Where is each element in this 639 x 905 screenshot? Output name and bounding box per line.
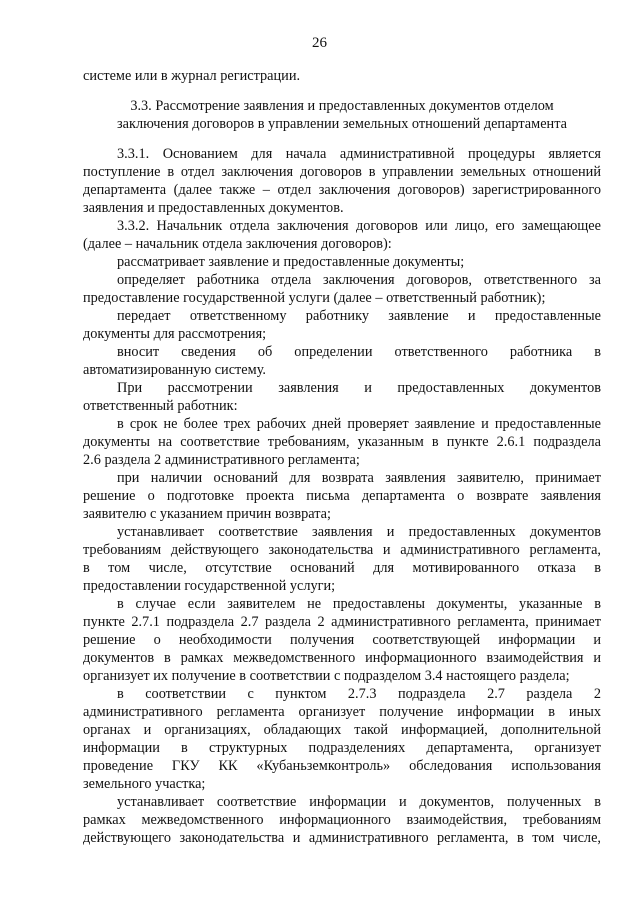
paragraph-line: действующего законодательства и административного регламента, в том числе, <box>83 830 601 846</box>
paragraph-line: органах и организациях, обладающих такой информацией, дополнительной <box>83 722 601 738</box>
paragraph-line: проведение ГКУ КК «Кубаньземконтроль» обследования использования <box>83 758 601 774</box>
paragraph-line: вносит сведения об определении ответственного работника в <box>117 344 601 360</box>
paragraph-line: пункте 2.7.1 подраздела 2.7 раздела 2 административного регламента, принимает <box>83 614 601 630</box>
paragraph <box>83 415 601 469</box>
text-line: системе или в журнал регистрации. <box>83 68 301 84</box>
paragraph-line: департамента (далее также – отдел заключения договоров) зарегистрированного <box>83 182 601 198</box>
paragraph-line: документы для рассмотрения; <box>83 326 267 342</box>
paragraph-line: При рассмотрении заявления и предоставленных документов <box>117 380 601 396</box>
paragraph-line: устанавливает соответствие информации и документов, полученных в <box>117 794 601 810</box>
paragraph-line: требованиям действующего законодательства и административного регламента, <box>83 542 601 558</box>
paragraph-line: решение о подготовке проекта письма департамента о возврате заявления <box>83 488 601 504</box>
paragraph-line: документы на соответствие требованиям, указанным в пункте 2.6.1 подраздела <box>83 434 601 450</box>
paragraphs <box>83 145 601 847</box>
paragraph-line: заявления и предоставленных документов. <box>83 200 344 216</box>
paragraph-line: 2.6 раздела 2 административного регламента; <box>83 452 360 468</box>
paragraph <box>83 217 601 253</box>
paragraph-line: в соответствии с пунктом 2.7.3 подраздела 2.7 раздела 2 <box>117 686 601 702</box>
paragraph <box>83 379 601 415</box>
paragraph-line: 3.3.1. Основанием для начала административной процедуры является <box>117 146 601 162</box>
paragraph-line: в том числе, отсутствие оснований для мотивированного отказа в <box>83 560 601 576</box>
paragraph <box>83 145 601 217</box>
document-body <box>83 67 601 847</box>
paragraph-line: решение о необходимости получения соответствующей информации и <box>83 632 601 648</box>
paragraph <box>83 595 601 685</box>
paragraph-line: в срок не более трех рабочих дней проверяет заявление и предоставленные <box>117 416 601 432</box>
paragraph-line: документов в рамках межведомственного информационного взаимодействия и <box>83 650 601 666</box>
paragraph-line: земельного участка; <box>83 776 206 792</box>
paragraph-line: 3.3.2. Начальник отдела заключения договоров или лицо, его замещающее <box>117 218 601 234</box>
paragraph <box>83 793 601 847</box>
paragraph <box>83 307 601 343</box>
paragraph-line: передает ответственному работнику заявление и предоставленные <box>117 308 601 324</box>
paragraph-line: заявителю с указанием причин возврата; <box>83 506 331 522</box>
paragraph <box>83 253 601 271</box>
paragraph-line: предоставлении государственной услуги; <box>83 578 336 594</box>
paragraph-line: (далее – начальник отдела заключения договоров): <box>83 236 392 252</box>
paragraph-line: при наличии оснований для возврата заявления заявителю, принимает <box>117 470 601 486</box>
paragraph-line: поступление в отдел заключения договоров в управлении земельных отношений <box>83 164 601 180</box>
paragraph-line: рамках межведомственного информационного взаимодействия, требованиям <box>83 812 601 828</box>
intro-text <box>83 67 601 85</box>
paragraph-line: административного регламента организует получение информации в иных <box>83 704 601 720</box>
page-number: 26 <box>312 35 327 51</box>
paragraph-line: определяет работника отдела заключения договоров, ответственного за <box>117 272 601 288</box>
paragraph <box>83 469 601 523</box>
section-heading-line: 3.3. Рассмотрение заявления и предоставленных документов отделом <box>130 98 554 114</box>
paragraph <box>83 523 601 595</box>
paragraph-line: устанавливает соответствие заявления и предоставленных документов <box>117 524 601 540</box>
section-heading-line: заключения договоров в управлении земельных отношений департамента <box>117 116 567 132</box>
paragraph-line: информации в структурных подразделениях департамента, организует <box>83 740 601 756</box>
paragraph-line: организует их получение в соответствии с подразделом 3.4 настоящего раздела; <box>83 668 570 684</box>
paragraph-line: в случае если заявителем не предоставлены документы, указанные в <box>117 596 601 612</box>
paragraph-line: ответственный работник: <box>83 398 238 414</box>
paragraph-line: предоставление государственной услуги (далее – ответственный работник); <box>83 290 546 306</box>
paragraph <box>83 343 601 379</box>
paragraph-line: автоматизированную систему. <box>83 362 266 378</box>
section-heading <box>83 97 601 133</box>
paragraph <box>83 685 601 793</box>
paragraph-line: рассматривает заявление и предоставленные документы; <box>117 254 465 270</box>
paragraph <box>83 271 601 307</box>
